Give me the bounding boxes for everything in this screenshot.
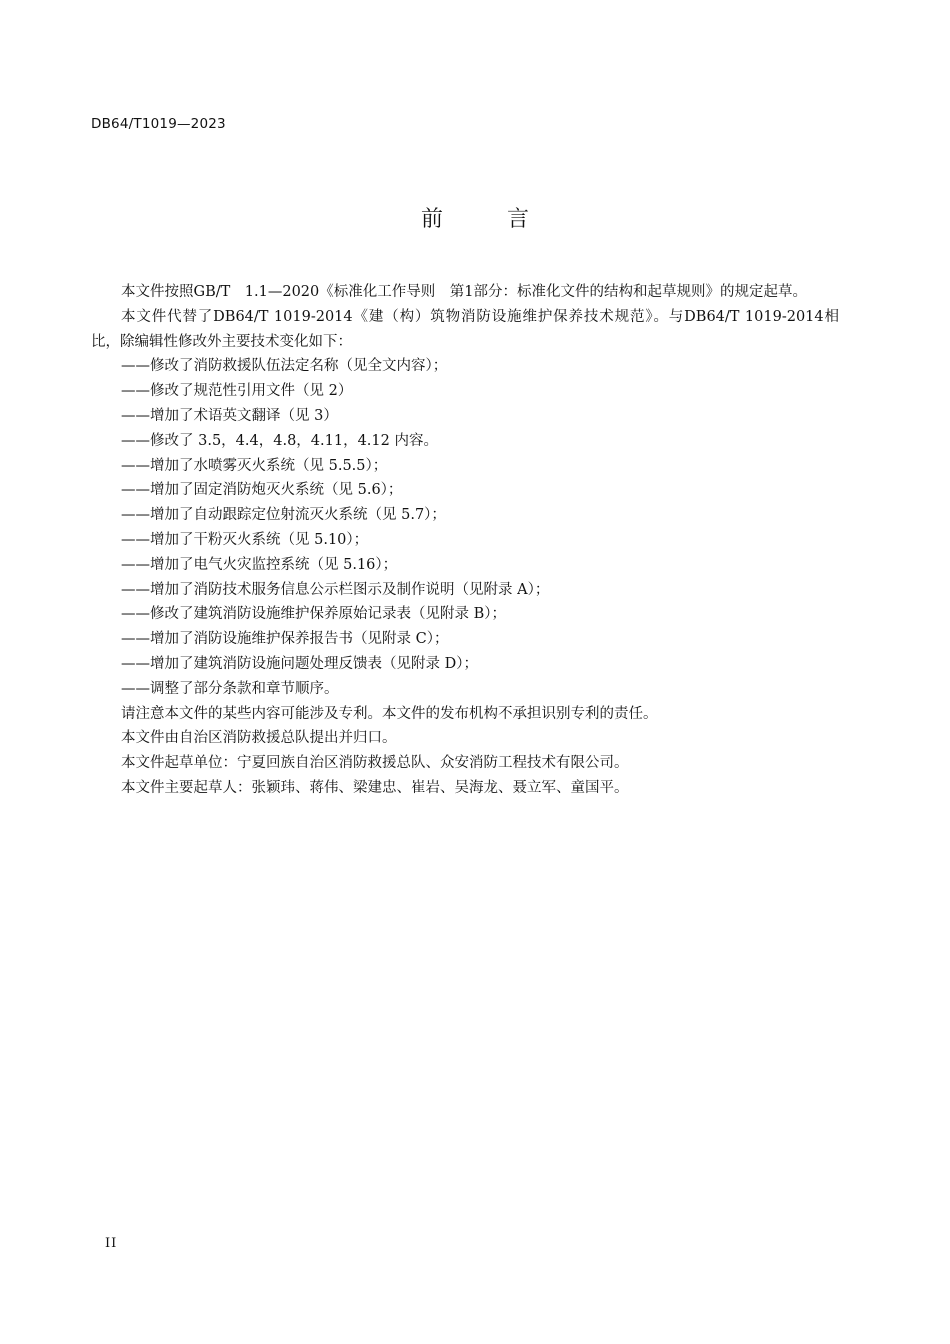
paragraph-patent-notice: 请注意本文件的某些内容可能涉及专利。本文件的发布机构不承担识别专利的责任。 [121,705,658,722]
list-item: ——修改了消防救援队伍法定名称（见全文内容）； [121,358,448,375]
paragraph-drafters: 本文件主要起草人：张颖玮、蒋伟、梁建忠、崔岩、吴海龙、聂立军、童国平。 [121,779,629,796]
list-item: ——增加了电气火灾监控系统（见 5.16）； [121,556,398,573]
list-item: ——修改了规范性引用文件（见 2） [121,383,353,400]
list-item: ——修改了建筑消防设施维护保养原始记录表（见附录 B）； [121,606,507,623]
page-number: II [105,1236,118,1251]
title-char-1: 前 [420,207,443,232]
list-item: ——增加了水喷雾灭火系统（见 5.5.5）； [121,457,388,474]
list-item: ——增加了干粉灭火系统（见 5.10）； [121,531,369,548]
page-title [0,202,950,233]
paragraph-drafting-units: 本文件起草单位：宁夏回族自治区消防救援总队、众安消防工程技术有限公司。 [121,755,629,772]
list-item: ——增加了消防技术服务信息公示栏图示及制作说明（见附录 A）； [121,581,550,598]
list-item: ——增加了建筑消防设施问题处理反馈表（见附录 D）； [121,655,478,672]
paragraph-drafting-basis: 本文件按照GB/T 1.1—2020《标准化工作导则 第1部分：标准化文件的结构和起草规则》的规定起草。 [121,284,807,300]
foreword-body [91,280,839,801]
list-item: ——增加了术语英文翻译（见 3） [121,407,338,424]
list-item: ——增加了自动跟踪定位射流灭火系统（见 5.7）； [121,507,446,524]
list-item: ——修改了 3.5，4.4，4.8，4.11，4.12 内容。 [121,432,438,449]
title-char-2: 言 [507,207,530,232]
list-item: ——增加了固定消防炮灭火系统（见 5.6）； [121,482,403,499]
document-code: DB64/T1019—2023 [91,116,226,132]
paragraph-proposer: 本文件由自治区消防救援总队提出并归口。 [121,730,397,747]
list-item: ——调整了部分条款和章节顺序。 [121,680,339,697]
paragraph-replacement: 本文件代替了DB64/T 1019-2014《建（构）筑物消防设施维护保养技术规范》。与DB64/T 1019-2014相比，除编辑性修改外主要技术变化如下： [91,308,839,350]
changes-list [91,354,839,701]
list-item: ——增加了消防设施维护保养报告书（见附录 C）； [121,631,449,648]
